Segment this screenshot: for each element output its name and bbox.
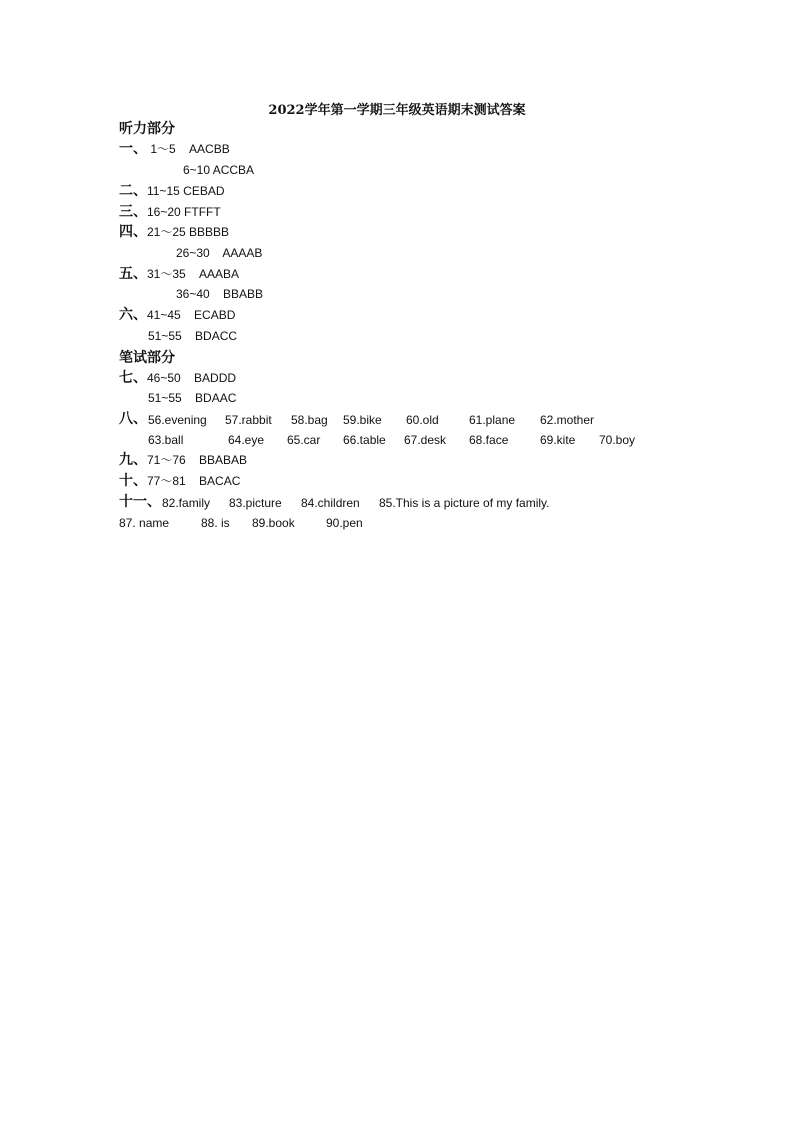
answer-line-5b: 36~40 BBABB <box>176 287 264 301</box>
answer-text: 11~15 CEBAD <box>147 184 225 198</box>
item-number: 四、 <box>119 224 147 240</box>
word-answer: 58.bag <box>291 413 328 427</box>
answer-line-7b: 51~55 BDAAC <box>148 391 237 405</box>
item-number: 五、 <box>119 266 147 282</box>
item-number: 三、 <box>119 204 147 220</box>
answer-line-10 <box>119 473 240 489</box>
word-answer: 87. name <box>119 516 170 530</box>
word-answer: 89.book <box>252 516 295 530</box>
answer-line-2 <box>119 183 225 199</box>
word-answer: 88. is <box>201 516 230 530</box>
answer-line-11 <box>119 494 161 510</box>
word-answer: 90.pen <box>326 516 363 530</box>
answer-line-6b: 51~55 BDACC <box>148 329 238 343</box>
answer-text: 1～5 AACBB <box>147 142 230 156</box>
item-number: 七、 <box>119 370 147 386</box>
item-number: 八、 <box>119 411 147 427</box>
answer-line-9 <box>119 452 247 468</box>
answer-text: 46~50 BADDD <box>147 371 237 385</box>
word-answer: 61.plane <box>469 413 516 427</box>
answer-line-5 <box>119 266 239 282</box>
item-number: 九、 <box>119 452 147 468</box>
answer-text: 41~45 ECABD <box>147 308 236 322</box>
word-answer: 70.boy <box>599 433 636 447</box>
answer-text: 16~20 FTFFT <box>147 205 221 219</box>
word-answer: 83.picture <box>229 496 282 510</box>
item-number: 六、 <box>119 307 147 323</box>
answer-line-1 <box>119 141 230 157</box>
word-answer: 59.bike <box>343 413 382 427</box>
answer-line-6 <box>119 307 235 323</box>
word-answer: 57.rabbit <box>225 413 272 427</box>
answer-text: 31～35 AAABA <box>147 267 240 281</box>
word-answer: 60.old <box>406 413 439 427</box>
item-number: 十、 <box>119 473 147 489</box>
word-answer: 68.face <box>469 433 509 447</box>
word-answer: 66.table <box>343 433 386 447</box>
answer-text: 77～81 BACAC <box>147 474 241 488</box>
section-heading-writing: 笔试部分 <box>119 350 175 366</box>
document-title: 2022学年第一学期三年级英语期末测试答案 <box>268 103 526 118</box>
answer-line-7 <box>119 370 236 386</box>
answer-text: 71～76 BBABAB <box>147 453 248 467</box>
answer-line-4b: 26~30 AAAAB <box>176 246 263 260</box>
item-number: 一、 <box>119 141 147 157</box>
answer-line-8-number <box>119 411 147 427</box>
word-answer: 82.family <box>162 496 211 510</box>
answer-line-3 <box>119 204 221 220</box>
item-number: 十一、 <box>119 494 161 510</box>
word-answer: 84.children <box>301 496 360 510</box>
answer-text: 21～25 BBBBB <box>147 225 230 239</box>
word-answer: 64.eye <box>228 433 265 447</box>
word-answer: 62.mother <box>540 413 595 427</box>
section-heading-listening: 听力部分 <box>119 121 175 137</box>
word-answer: 65.car <box>287 433 321 447</box>
word-answer: 69.kite <box>540 433 576 447</box>
word-answer: 85.This is a picture of my family. <box>379 496 550 510</box>
word-answer: 67.desk <box>404 433 447 447</box>
item-number: 二、 <box>119 183 147 199</box>
word-answer: 63.ball <box>148 433 184 447</box>
answer-line-4 <box>119 224 229 240</box>
word-answer: 56.evening <box>148 413 207 427</box>
answer-line-1b: 6~10 ACCBA <box>183 163 255 177</box>
